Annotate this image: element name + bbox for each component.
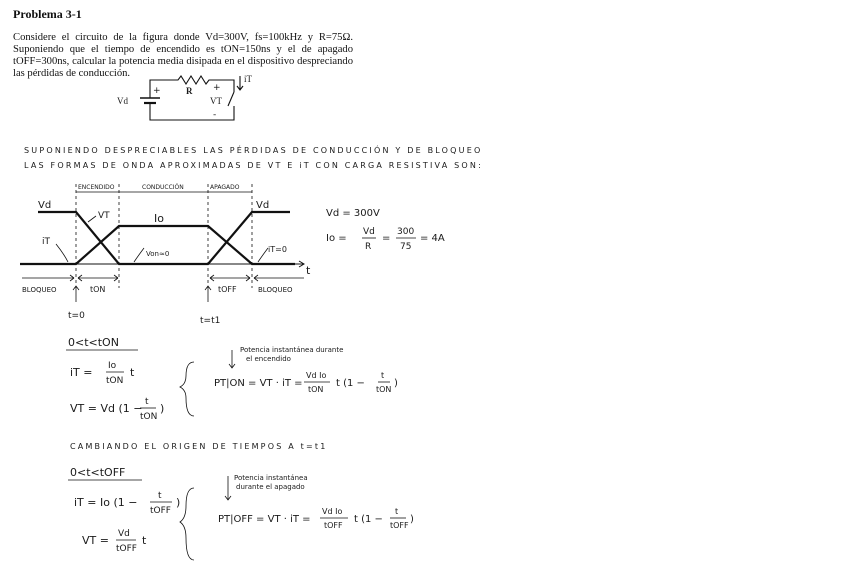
on-p-mid: t (1 − xyxy=(336,378,365,389)
on-p-fden: tON xyxy=(376,385,392,394)
on-interval: 0<t<tON xyxy=(68,336,119,349)
off-p-fnum: t xyxy=(395,507,399,516)
label-vt: VT xyxy=(98,211,110,221)
off-it-close: ) xyxy=(176,496,181,509)
note-line-1: SUPONIENDO DESPRECIABLES LAS PÉRDIDAS DE CONDUCCIÓN Y DE BLOQUEO xyxy=(24,146,483,155)
label-bloqueo-right: BLOQUEO xyxy=(258,286,293,294)
given-io-equation xyxy=(324,222,454,258)
off-vt-lhs: VT = xyxy=(82,534,109,547)
io-lhs: Io = xyxy=(326,233,347,244)
on-p-fnum: t xyxy=(381,371,385,380)
off-it-den: tOFF xyxy=(150,506,171,516)
on-vt-close: ) xyxy=(160,402,165,415)
frac1-num: Vd xyxy=(363,227,375,237)
label-t0: t=0 xyxy=(68,311,85,321)
label-t-axis: t xyxy=(306,264,311,277)
on-note-2: el encendido xyxy=(246,355,291,363)
current-label: iT xyxy=(244,74,252,84)
off-p-den: tOFF xyxy=(324,521,343,530)
label-vd-right: Vd xyxy=(256,200,270,211)
off-vt-num: Vd xyxy=(118,529,130,539)
off-section xyxy=(56,460,436,564)
origin-change: CAMBIANDO EL ORIGEN DE TIEMPOS A t=t1 xyxy=(70,442,328,451)
label-t1: t=t1 xyxy=(200,316,221,326)
on-it-den: tON xyxy=(106,376,124,386)
on-vt-den: tON xyxy=(140,412,158,422)
label-vd-left: Vd xyxy=(38,200,52,211)
on-section xyxy=(56,330,426,426)
source-plus: + xyxy=(153,86,161,96)
frac2-den: 75 xyxy=(400,242,412,252)
off-vt-den: tOFF xyxy=(116,544,137,554)
on-note-1: Potencia instantánea durante xyxy=(240,346,344,354)
off-p-close: ) xyxy=(410,514,414,525)
label-apagado: APAGADO xyxy=(210,184,240,191)
off-note-1: Potencia instantánea xyxy=(234,474,308,482)
on-p-close: ) xyxy=(394,378,398,389)
circuit-diagram xyxy=(110,66,260,134)
io-result: = 4A xyxy=(420,233,445,244)
on-p-den: tON xyxy=(308,385,324,394)
label-ton: tON xyxy=(90,285,106,294)
on-vt-num: t xyxy=(145,397,149,407)
note-line-2: LAS FORMAS DE ONDA APROXIMADAS DE VT E iT CON CARGA RESISTIVA SON: xyxy=(24,161,483,170)
on-vt-eq: VT = Vd (1 − xyxy=(70,402,143,415)
off-it-eq: iT = Io (1 − xyxy=(74,496,138,509)
problem-title: Problema 3-1 xyxy=(13,7,82,21)
off-p-mid: t (1 − xyxy=(354,514,383,525)
off-p-lhs: PT|OFF = VT · iT = xyxy=(218,514,311,525)
problem-statement: Considere el circuito de la figura donde Vd=300V, fs=100kHz y R=75Ω. Suponiendo que el tiempo de encendido es tON=150ns y el de apagado tOFF=300ns, calcular la potencia media disipada en el dispositivo despreciando las pérdidas de conducción. xyxy=(13,32,353,79)
off-it-num: t xyxy=(158,491,162,501)
off-p-num: Vd Io xyxy=(322,507,343,516)
eq-sign: = xyxy=(382,233,391,244)
off-interval: 0<t<tOFF xyxy=(70,466,126,479)
frac1-den: R xyxy=(365,242,372,252)
switch-minus: - xyxy=(213,110,217,120)
on-p-lhs: PT|ON = VT · iT = xyxy=(214,378,303,389)
label-von: Von≈0 xyxy=(146,250,170,258)
on-p-num: Vd Io xyxy=(306,371,327,380)
switch-voltage-label: VT xyxy=(210,96,222,106)
label-bloqueo-left: BLOQUEO xyxy=(22,286,57,294)
off-vt-tail: t xyxy=(142,534,147,547)
label-it-zero: iT=0 xyxy=(268,245,287,254)
label-io: Io xyxy=(154,212,164,225)
label-toff: tOFF xyxy=(218,285,237,294)
on-it-num: Io xyxy=(108,361,117,371)
resistor-label: R xyxy=(186,86,193,96)
off-note-2: durante el apagado xyxy=(236,483,305,491)
label-it-left: iT xyxy=(42,237,50,247)
label-encendido: ENCENDIDO xyxy=(78,184,115,191)
waveform-diagram xyxy=(12,178,322,328)
switch-plus: + xyxy=(213,83,221,93)
on-it-tail: t xyxy=(130,366,135,379)
label-conduccion: CONDUCCIÓN xyxy=(142,184,184,191)
given-vd: Vd = 300V xyxy=(326,208,380,219)
on-it-lhs: iT = xyxy=(70,366,93,379)
off-p-fden: tOFF xyxy=(390,521,409,530)
frac2-num: 300 xyxy=(397,227,415,237)
source-label: Vd xyxy=(117,96,128,106)
